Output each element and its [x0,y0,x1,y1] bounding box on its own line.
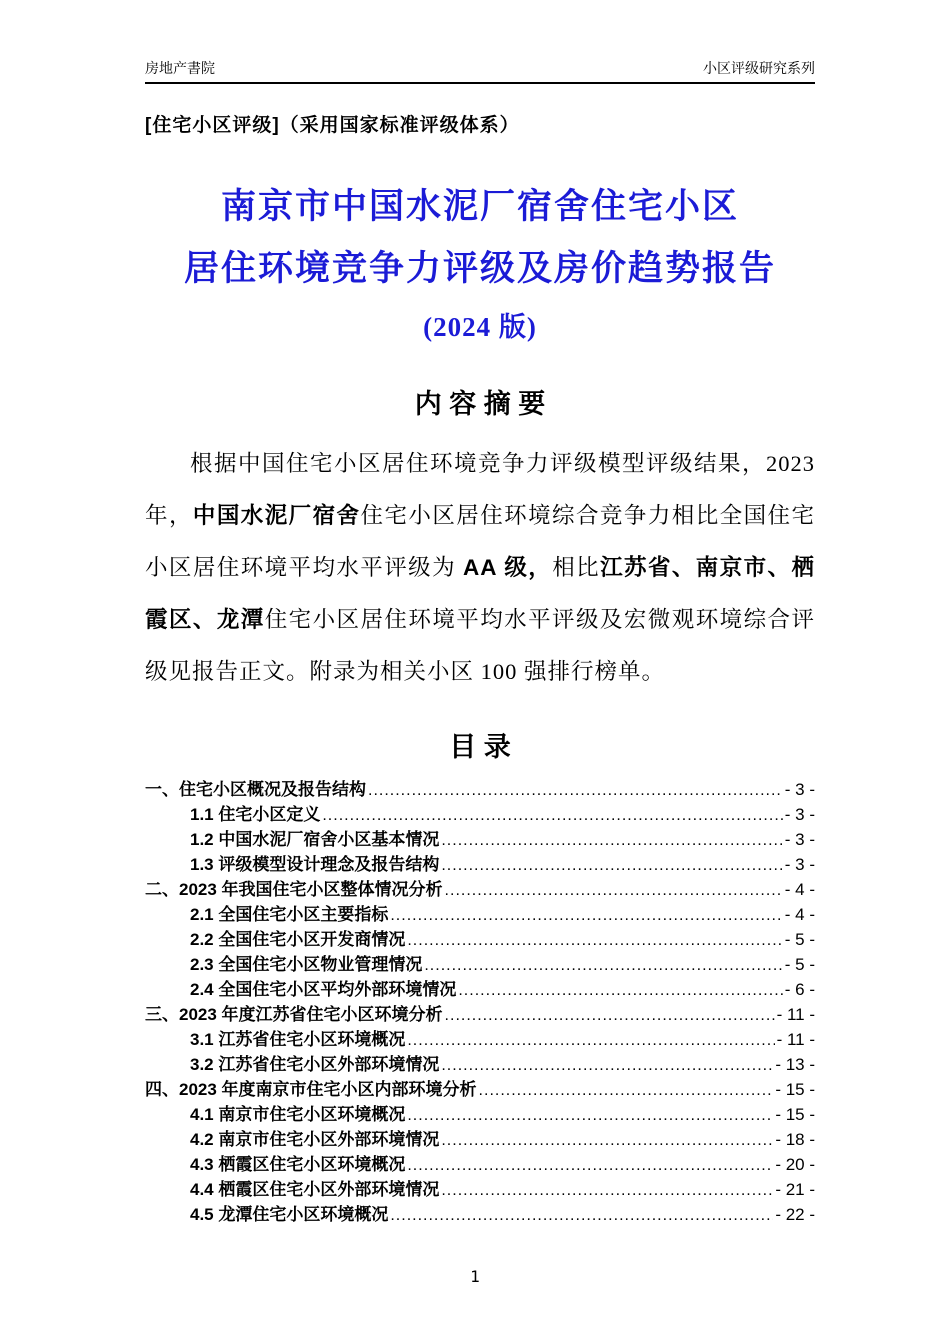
report-title [145,189,815,341]
toc-row[interactable] [145,927,815,952]
toc-page-number: - 20 - [775,1155,815,1174]
toc-leader-dots [445,878,783,902]
toc-row[interactable] [145,977,815,1002]
toc-row[interactable] [145,852,815,877]
toc-row[interactable] [145,827,815,852]
summary-segment: 根据中国住宅小区居住环境竞争力评级模型评级结果，2023 年， [145,451,815,528]
toc-page-number: - 3 - [784,805,815,824]
toc-page-number: - 13 - [775,1055,815,1074]
toc-page-number: - 6 - [784,980,815,999]
toc-item-label[interactable]: 4.3 栖霞区住宅小区环境概况 [190,1155,406,1174]
toc-page-number: - 22 - [775,1205,815,1224]
toc-item-label[interactable]: 1.2 中国水泥厂宿舍小区基本情况 [190,830,440,849]
toc-page-number: - 11 - [776,1005,815,1024]
toc-item-label[interactable]: 4.5 龙潭住宅小区环境概况 [190,1205,389,1224]
summary-heading: 内 容 摘 要 [414,389,546,419]
toc-leader-dots [441,1178,773,1202]
toc-page-number: - 15 - [775,1105,815,1124]
toc-row[interactable] [145,877,815,902]
toc-row[interactable] [145,1177,815,1202]
toc-item-label[interactable]: 3.1 江苏省住宅小区环境概况 [190,1030,406,1049]
toc-row[interactable] [145,777,815,802]
toc-page-number: - 21 - [775,1180,815,1199]
header-right-text: 小区评级研究系列 [703,60,815,76]
toc-page-number: - 3 - [784,780,815,799]
header-left-text: 房地产書院 [145,60,215,76]
toc-leader-dots [441,828,782,852]
toc-page-number: - 5 - [784,955,815,974]
toc-page-number: - 4 - [784,905,815,924]
toc-leader-dots [390,903,782,927]
toc-row[interactable] [145,902,815,927]
toc-leader-dots [407,1103,773,1127]
summary-segment: AA 级， [463,555,553,580]
rating-system-line: [住宅小区评级]（采用国家标准评级体系） [145,115,520,136]
toc-leader-dots [441,853,782,877]
toc-leader-dots [441,1128,773,1152]
toc-page-number: - 5 - [784,930,815,949]
toc-row[interactable] [145,1152,815,1177]
toc-heading: 目 录 [449,732,511,762]
page-number: 1 [470,1267,480,1286]
toc-item-label[interactable]: 2.3 全国住宅小区物业管理情况 [190,955,423,974]
toc-leader-dots [322,803,782,827]
toc-page-number: - 11 - [776,1030,815,1049]
toc-leader-dots [441,1053,773,1077]
toc-page-number: - 15 - [775,1080,815,1099]
report-title-line1: 南京市中国水泥厂宿舍住宅小区 [220,187,739,226]
toc-row[interactable] [145,1052,815,1077]
toc-page-number: - 3 - [784,830,815,849]
toc-leader-dots [424,953,782,977]
toc-item-label[interactable]: 4.1 南京市住宅小区环境概况 [190,1105,406,1124]
toc-leader-dots [390,1203,773,1227]
report-edition: (2024 版) [423,312,537,342]
toc-leader-dots [479,1078,774,1102]
toc-item-label[interactable]: 一、住宅小区概况及报告结构 [145,780,366,799]
toc-item-label[interactable]: 二、2023 年我国住宅小区整体情况分析 [145,880,443,899]
toc-leader-dots [445,1003,775,1027]
toc-item-label[interactable]: 4.2 南京市住宅小区外部环境情况 [190,1130,440,1149]
toc-row[interactable] [145,1027,815,1052]
toc-item-label[interactable]: 1.1 住宅小区定义 [190,805,321,824]
toc-row[interactable] [145,1202,815,1227]
summary-segment: 住宅小区居住环境平均水平评级及宏微观环境综合评级见报告正文。附录为相关小区 100 强排行榜单。 [145,607,815,684]
toc-leader-dots [458,978,782,1002]
toc-row[interactable] [145,1077,815,1102]
toc-leader-dots [368,778,783,802]
toc-page-number: - 18 - [775,1130,815,1149]
summary-segment: 住宅小区居住环境综合竞争力相比全国住宅小区居住环境平均水平评级为 [145,503,815,580]
toc-item-label[interactable]: 三、2023 年度江苏省住宅小区环境分析 [145,1005,443,1024]
toc-row[interactable] [145,952,815,977]
toc-leader-dots [407,928,782,952]
summary-paragraph [145,438,815,698]
running-header [145,0,815,84]
summary-segment: 中国水泥厂宿舍 [192,503,361,528]
report-title-line2: 居住环境竞争力评级及房价趋势报告 [183,249,776,288]
toc-row[interactable] [145,1127,815,1152]
toc-page-number: - 3 - [784,855,815,874]
toc-row[interactable] [145,1002,815,1027]
toc-row[interactable] [145,802,815,827]
toc-row[interactable] [145,1102,815,1127]
toc-item-label[interactable]: 1.3 评级模型设计理念及报告结构 [190,855,440,874]
toc-item-label[interactable]: 四、2023 年度南京市住宅小区内部环境分析 [145,1080,477,1099]
toc-item-label[interactable]: 2.4 全国住宅小区平均外部环境情况 [190,980,457,999]
toc-leader-dots [407,1028,774,1052]
toc-list [145,777,815,1227]
summary-segment: 相比 [552,555,601,580]
toc-page-number: - 4 - [784,880,815,899]
toc-item-label[interactable]: 3.2 江苏省住宅小区外部环境情况 [190,1055,440,1074]
toc-item-label[interactable]: 2.1 全国住宅小区主要指标 [190,905,389,924]
toc-leader-dots [407,1153,773,1177]
toc-item-label[interactable]: 4.4 栖霞区住宅小区外部环境情况 [190,1180,440,1199]
summary-segment: 江苏省、南京市、栖霞区、龙潭 [145,555,815,632]
toc-item-label[interactable]: 2.2 全国住宅小区开发商情况 [190,930,406,949]
